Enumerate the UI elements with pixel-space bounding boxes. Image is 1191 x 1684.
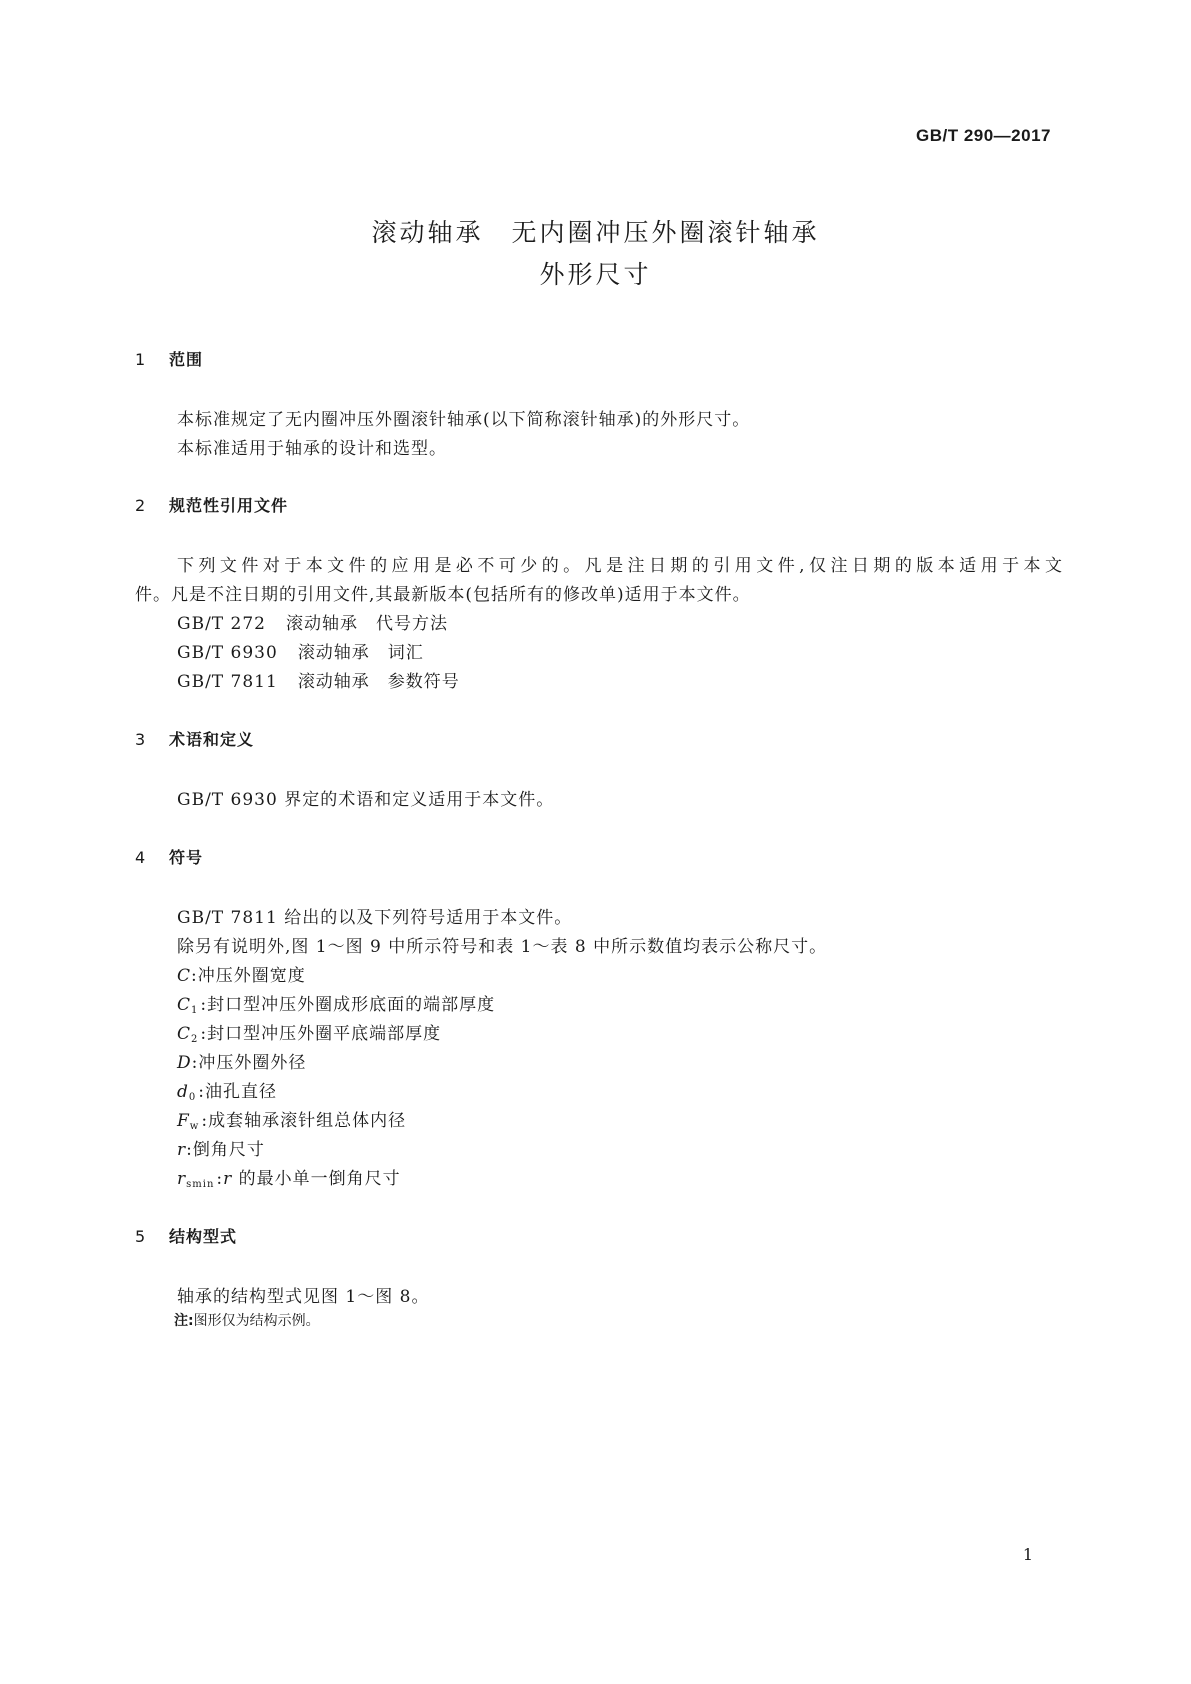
symbol-letter: r <box>177 1169 187 1189</box>
symbol-item <box>177 961 306 986</box>
note-text: 图形仅为结构示例。 <box>193 1313 320 1329</box>
document-title-line2: 外形尺寸 <box>539 260 652 289</box>
symbol-letter: F <box>177 1111 190 1131</box>
symbol-subscript: smin <box>186 1179 215 1190</box>
terms-paragraph: GB/T 6930 界定的术语和定义适用于本文件。 <box>177 790 555 810</box>
reference-code: GB/T 6930 <box>177 643 278 663</box>
symbol-item <box>177 1164 401 1190</box>
symbols-intro-2: 除另有说明外,图 1～图 9 中所示符号和表 1～表 8 中所示数值均表示公称尺寸。 <box>177 937 828 957</box>
symbol-subscript: w <box>189 1121 200 1132</box>
reference-title: 滚动轴承 词汇 <box>297 643 424 663</box>
symbol-item <box>177 990 495 1016</box>
symbol-description: :成套轴承滚针组总体内径 <box>201 1111 407 1131</box>
symbol-description: :封口型冲压外圈成形底面的端部厚度 <box>200 995 496 1015</box>
symbol-description: :油孔直径 <box>198 1082 277 1102</box>
structure-note <box>174 1310 320 1330</box>
symbol-item <box>177 1135 265 1160</box>
symbol-subscript: 2 <box>191 1034 199 1045</box>
symbol-letter: r <box>223 1169 233 1189</box>
reference-code: GB/T 272 <box>177 614 266 634</box>
note-label: 注: <box>174 1313 194 1329</box>
symbol-subscript: 0 <box>188 1092 197 1103</box>
scope-paragraph-2: 本标准适用于轴承的设计和选型。 <box>177 439 447 459</box>
section-heading-terms <box>135 727 254 750</box>
page-number: 1 <box>1022 1545 1033 1564</box>
section-title: 符号 <box>169 848 204 867</box>
symbol-letter: d <box>177 1082 189 1102</box>
reference-item <box>177 609 448 634</box>
section-heading-references <box>135 493 288 516</box>
section-title: 范围 <box>169 350 204 369</box>
reference-item <box>177 638 424 663</box>
section-number: 4 <box>135 848 147 867</box>
references-intro-line2: 件。凡是不注日期的引用文件,其最新版本(包括所有的修改单)适用于本文件。 <box>135 585 751 605</box>
symbol-item <box>177 1048 306 1073</box>
symbol-letter: r <box>177 1140 187 1160</box>
symbol-description: : <box>216 1169 224 1189</box>
references-intro-line1: 下列文件对于本文件的应用是必不可少的。凡是注日期的引用文件,仅注日期的版本适用于本文 <box>177 556 1063 576</box>
symbol-letter: C <box>177 1024 192 1044</box>
symbols-intro-1: GB/T 7811 给出的以及下列符号适用于本文件。 <box>177 908 573 928</box>
symbol-description: :封口型冲压外圈平底端部厚度 <box>200 1024 442 1044</box>
symbol-letter: C <box>177 995 192 1015</box>
section-title: 结构型式 <box>169 1227 238 1246</box>
symbol-letter: C <box>177 966 192 986</box>
symbol-subscript: 1 <box>191 1005 199 1016</box>
symbol-item <box>177 1019 441 1045</box>
section-heading-scope <box>135 347 203 370</box>
section-title: 术语和定义 <box>169 730 255 749</box>
section-title: 规范性引用文件 <box>169 496 289 515</box>
symbol-item <box>177 1106 406 1132</box>
section-heading-structure <box>135 1224 237 1247</box>
structure-paragraph: 轴承的结构型式见图 1～图 8。 <box>177 1287 430 1307</box>
section-heading-symbols <box>135 845 203 868</box>
section-number: 2 <box>135 496 147 515</box>
section-number: 1 <box>135 350 147 369</box>
symbol-description-tail: 的最小单一倒角尺寸 <box>232 1169 401 1189</box>
symbol-letter: D <box>177 1053 192 1073</box>
reference-title: 滚动轴承 参数符号 <box>297 672 460 692</box>
standard-number: GB/T 290—2017 <box>915 126 1051 145</box>
section-number: 3 <box>135 730 147 749</box>
document-title-line1: 滚动轴承 无内圈冲压外圈滚针轴承 <box>371 218 820 247</box>
section-number: 5 <box>135 1227 147 1246</box>
symbol-description: :冲压外圈宽度 <box>191 966 306 986</box>
symbol-description: :倒角尺寸 <box>186 1140 265 1160</box>
symbol-description: :冲压外圈外径 <box>191 1053 307 1073</box>
reference-code: GB/T 7811 <box>177 672 278 692</box>
reference-title: 滚动轴承 代号方法 <box>286 614 448 634</box>
reference-item <box>177 667 460 692</box>
scope-paragraph-1: 本标准规定了无内圈冲压外圈滚针轴承(以下简称滚针轴承)的外形尺寸。 <box>177 410 751 430</box>
symbol-item <box>177 1077 277 1103</box>
